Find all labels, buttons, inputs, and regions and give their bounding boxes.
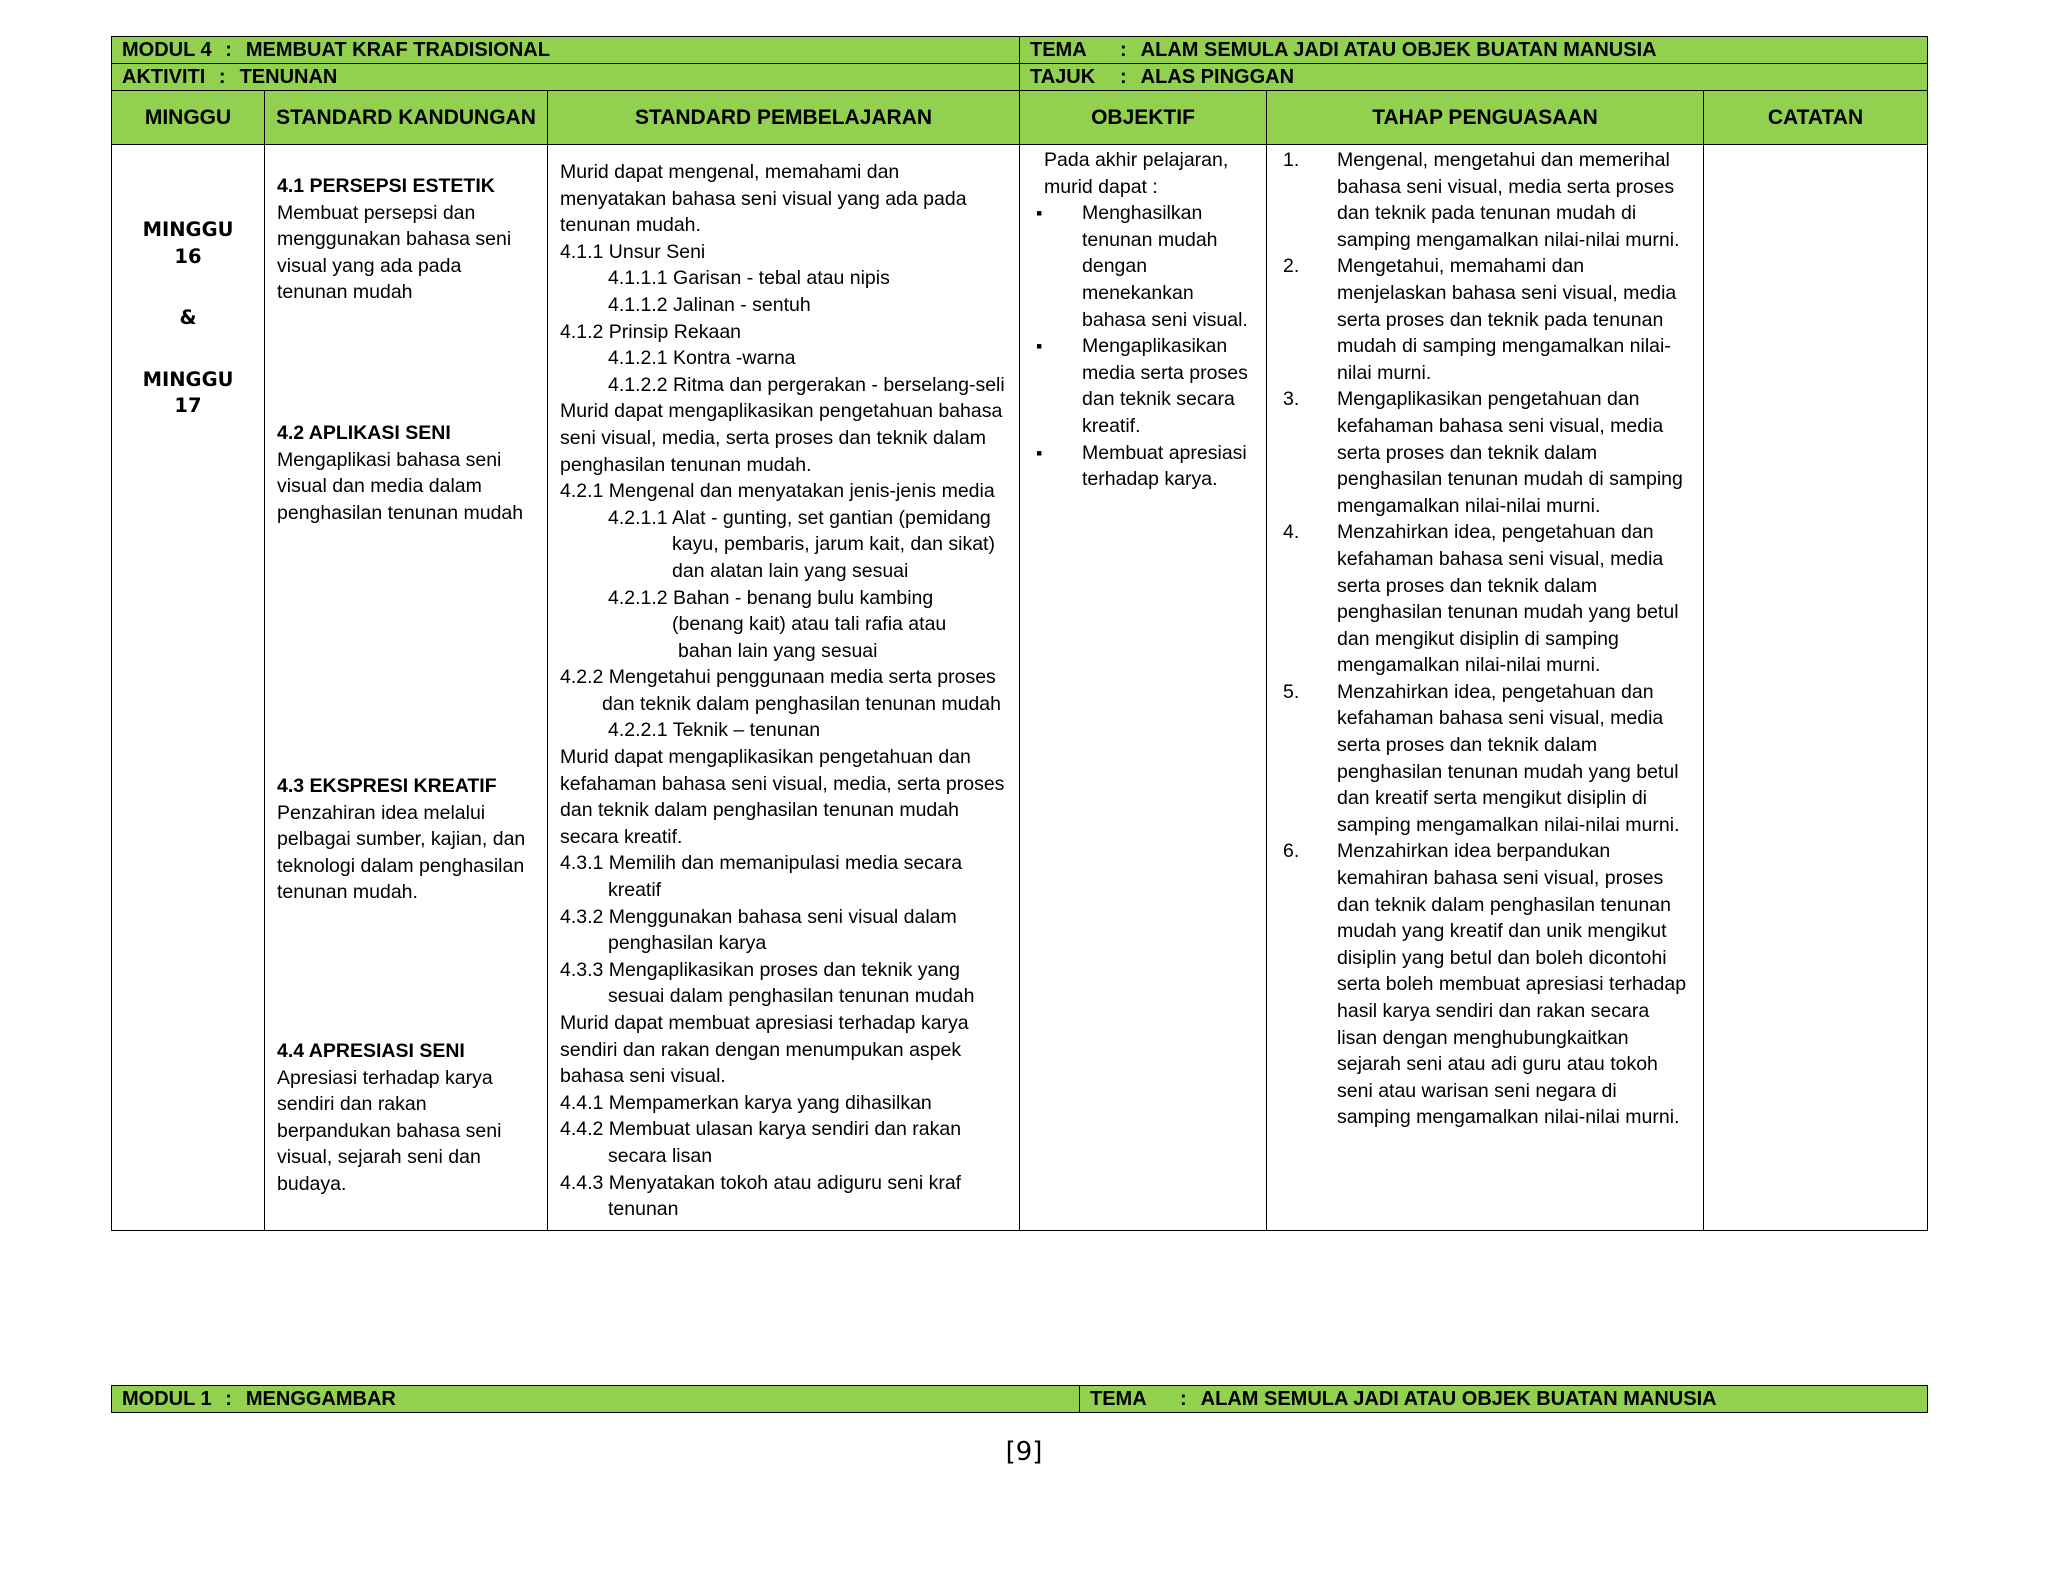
next-module-header <box>111 1385 1928 1413</box>
tahap-number: 2. <box>1283 255 1300 278</box>
sp-line: tenunan <box>608 1198 679 1221</box>
objektif-intro-1: Pada akhir pelajaran, <box>1044 149 1229 171</box>
tahap-text: Menzahirkan idea, pengetahuan dan kefahaman bahasa seni visual, media serta proses dan teknik dalam penghasilan tenunan mudah yang betul dan mengikut disiplin di samping mengamalkan nilai-nilai murni. <box>1337 521 1679 677</box>
sp-line: bahan lain yang sesuai <box>678 639 878 662</box>
tahap-number: 6. <box>1283 840 1300 863</box>
catatan-cell <box>1704 145 1928 1231</box>
sp-line: 4.2.1.1 Alat - gunting, set gantian (pemidang <box>608 506 991 529</box>
sp-line: 4.2.1 Mengenal dan menyatakan jenis-jenis media <box>560 480 995 503</box>
sp-line: sesuai dalam penghasilan tenunan mudah <box>608 985 975 1008</box>
sp-line: kefahaman bahasa seni visual, media, serta proses <box>560 772 1005 795</box>
sp-line: 4.4.1 Mempamerkan karya yang dihasilkan <box>560 1091 932 1114</box>
aktiviti-label: AKTIVITI <box>122 66 206 88</box>
tajuk-label: TAJUK <box>1030 66 1096 88</box>
sp-line: tenunan mudah. <box>560 214 701 237</box>
aktiviti-value: TENUNAN <box>239 66 338 88</box>
sp-line: dan teknik dalam penghasilan tenunan mudah <box>560 799 959 822</box>
col-standard-kandungan: STANDARD KANDUNGAN <box>265 91 548 145</box>
sp-line: Murid dapat mengenal, memahami dan <box>560 161 900 183</box>
minggu-label-2: MINGGU <box>142 367 234 391</box>
modul-label: MODUL 4 <box>122 39 212 61</box>
minggu-ampersand: & <box>179 306 197 330</box>
modul-cell <box>112 37 1020 64</box>
sp-line: (benang kait) atau tali rafia atau <box>672 613 947 636</box>
sp-line: Murid dapat mengaplikasikan pengetahuan dan <box>560 746 971 769</box>
sp-list <box>560 159 1009 1223</box>
minggu-number-1: 16 <box>174 244 202 268</box>
sp-line: sendiri dan rakan dengan menumpukan aspek <box>560 1038 962 1061</box>
tahap-item <box>1277 519 1689 679</box>
sp-line: kayu, pembaris, jarum kait, dan sikat) <box>672 533 995 556</box>
col-objektif: OBJEKTIF <box>1020 91 1267 145</box>
footer-modul-sep: : <box>225 1388 232 1410</box>
tahap-number: 4. <box>1283 521 1300 544</box>
modul-value: MEMBUAT KRAF TRADISIONAL <box>245 39 550 61</box>
standard-pembelajaran-cell <box>548 145 1020 1231</box>
sp-line: 4.4.3 Menyatakan tokoh atau adiguru seni kraf <box>560 1171 962 1194</box>
sp-line: bahasa seni visual. <box>560 1065 726 1088</box>
footer-tema-label: TEMA <box>1090 1388 1147 1410</box>
sp-line: Murid dapat mengaplikasikan pengetahuan bahasa <box>560 400 1003 423</box>
sp-line: 4.2.2 Mengetahui penggunaan media serta proses <box>560 666 996 689</box>
tema-label: TEMA <box>1030 39 1087 61</box>
col-standard-pembelajaran: STANDARD PEMBELAJARAN <box>548 91 1020 145</box>
tahap-number: 5. <box>1283 680 1300 703</box>
col-minggu: MINGGU <box>112 91 265 145</box>
sp-line: dan alatan lain yang sesuai <box>672 559 909 582</box>
sp-line: 4.2.1.2 Bahan - benang bulu kambing <box>608 586 934 609</box>
tahap-list <box>1277 147 1689 1131</box>
tahap-item <box>1277 147 1689 253</box>
footer-tema-value: ALAM SEMULA JADI ATAU OBJEK BUATAN MANUSIA <box>1200 1388 1717 1410</box>
sp-line: 4.2.2.1 Teknik – tenunan <box>608 719 821 742</box>
lesson-plan-table <box>111 36 1928 1231</box>
sp-line: 4.1.1 Unsur Seni <box>560 240 706 263</box>
sk-block-4-4 <box>277 1038 532 1198</box>
tahap-text: Menzahirkan idea berpandukan kemahiran bahasa seni visual, proses dan teknik dalam penghasilan tenunan mudah yang kreatif dan unik mengikut disiplin yang betul dan boleh dicontohi serta boleh membuat apresiasi terhadap hasil karya sendiri dan rakan secara lisan dengan menghubungkaitkan sejarah seni atau adi guru atau tokoh seni atau warisan seni negara di samping mengamalkan nilai-nilai murni. <box>1337 840 1687 1129</box>
sk-text: Membuat persepsi dan menggunakan bahasa seni visual yang ada pada tenunan mudah <box>277 201 512 304</box>
sp-line: secara kreatif. <box>560 825 683 848</box>
sk-text: Penzahiran idea melalui pelbagai sumber, kajian, dan teknologi dalam penghasilan tenunan mudah. <box>277 801 526 904</box>
sp-line: secara lisan <box>608 1144 713 1167</box>
aktiviti-cell <box>112 64 1020 91</box>
sp-line: 4.3.1 Memilih dan memanipulasi media secara <box>560 852 963 875</box>
col-catatan: CATATAN <box>1704 91 1928 145</box>
objektif-cell <box>1020 145 1267 1231</box>
modul-row <box>112 37 1928 64</box>
sk-block-4-3 <box>277 773 532 906</box>
objektif-intro-2: murid dapat : <box>1044 175 1158 198</box>
tahap-penguasaan-cell <box>1267 145 1704 1231</box>
sp-line: kreatif <box>608 879 662 902</box>
footer-tema-cell <box>1080 1386 1928 1413</box>
minggu-number-2: 17 <box>174 394 202 418</box>
sp-line: 4.1.1.2 Jalinan - sentuh <box>608 293 811 316</box>
tema-value: ALAM SEMULA JADI ATAU OBJEK BUATAN MANUSIA <box>1140 39 1657 61</box>
sp-line: penghasilan karya <box>608 932 767 955</box>
footer-modul-row <box>112 1386 1928 1413</box>
sk-block-4-2 <box>277 420 532 526</box>
column-header-row <box>112 91 1928 145</box>
sp-line: 4.1.1.1 Garisan - tebal atau nipis <box>608 267 890 290</box>
sp-line: dan teknik dalam penghasilan tenunan mudah <box>602 692 1001 715</box>
content-row <box>112 145 1928 1231</box>
aktiviti-row <box>112 64 1928 91</box>
sp-line: 4.3.2 Menggunakan bahasa seni visual dalam <box>560 905 957 928</box>
minggu-label-1: MINGGU <box>142 218 234 241</box>
tajuk-sep: : <box>1120 66 1127 88</box>
footer-tema-sep: : <box>1180 1388 1187 1410</box>
tahap-text: Mengetahui, memahami dan menjelaskan bahasa seni visual, media serta proses dan teknik pada tenunan mudah di samping mengamalkan nilai-nilai murni. <box>1337 255 1677 384</box>
tema-sep: : <box>1120 39 1127 61</box>
sp-line: 4.1.2 Prinsip Rekaan <box>560 320 742 343</box>
modul-sep: : <box>225 39 232 61</box>
sk-text: Mengaplikasi bahasa seni visual dan media dalam penghasilan tenunan mudah <box>277 448 524 524</box>
tajuk-value: ALAS PINGGAN <box>1140 66 1295 88</box>
objektif-item: ▪ Membuat apresiasi terhadap karya. <box>1030 440 1258 493</box>
sp-line: menyatakan bahasa seni visual yang ada pada <box>560 187 967 210</box>
tahap-item <box>1277 253 1689 386</box>
objektif-list <box>1030 200 1258 493</box>
tema-cell <box>1020 37 1928 64</box>
sk-text: Apresiasi terhadap karya sendiri dan rakan berpandukan bahasa seni visual, sejarah seni dan budaya. <box>277 1066 502 1195</box>
sk-title: 4.3 EKSPRESI KREATIF <box>277 775 497 797</box>
sk-block-4-1 <box>277 173 532 306</box>
page-number: [9] <box>1005 1437 1043 1467</box>
sp-line: 4.1.2.2 Ritma dan pergerakan - berselang-seli <box>608 373 1005 396</box>
aktiviti-sep: : <box>218 66 226 88</box>
sk-title: 4.1 PERSEPSI ESTETIK <box>277 175 495 197</box>
tajuk-cell <box>1020 64 1928 91</box>
tahap-item <box>1277 386 1689 519</box>
objektif-item: ▪ Mengaplikasikan media serta proses dan teknik secara kreatif. <box>1030 333 1258 439</box>
sp-line: penghasilan tenunan mudah. <box>560 453 812 476</box>
standard-kandungan-cell <box>265 145 548 1231</box>
sk-title: 4.4 APRESIASI SENI <box>277 1040 465 1062</box>
tahap-number: 3. <box>1283 388 1300 411</box>
tahap-item <box>1277 679 1689 839</box>
sp-line: 4.3.3 Mengaplikasikan proses dan teknik yang <box>560 958 960 981</box>
col-tahap-penguasaan: TAHAP PENGUASAAN <box>1267 91 1704 145</box>
footer-modul-label: MODUL 1 <box>122 1388 212 1410</box>
tahap-item <box>1277 838 1689 1131</box>
tahap-number: 1. <box>1283 149 1300 171</box>
footer-modul-cell <box>112 1386 1080 1413</box>
tahap-text: Menzahirkan idea, pengetahuan dan kefahaman bahasa seni visual, media serta proses dan teknik dalam penghasilan tenunan mudah yang betul dan kreatif serta mengikut disiplin di samping mengamalkan nilai-nilai murni. <box>1337 680 1680 836</box>
footer-modul-value: MENGGAMBAR <box>245 1388 396 1410</box>
sk-title: 4.2 APLIKASI SENI <box>277 422 451 444</box>
objektif-item: ▪ Menghasilkan tenunan mudah dengan menekankan bahasa seni visual. <box>1030 200 1258 333</box>
sp-line: 4.1.2.1 Kontra -warna <box>608 347 796 370</box>
sp-line: seni visual, media, serta proses dan teknik dalam <box>560 426 986 449</box>
sp-line: Murid dapat membuat apresiasi terhadap karya <box>560 1012 969 1034</box>
sp-line: 4.4.2 Membuat ulasan karya sendiri dan rakan <box>560 1118 962 1141</box>
tahap-text: Mengenal, mengetahui dan memerihal bahasa seni visual, media serta proses dan teknik pada tenunan mudah di samping mengamalkan nilai-nilai murni. <box>1337 149 1680 251</box>
minggu-cell <box>112 145 265 1231</box>
tahap-text: Mengaplikasikan pengetahuan dan kefahaman bahasa seni visual, media serta proses dan teknik dalam penghasilan tenunan mudah di samping mengamalkan nilai-nilai murni. <box>1337 388 1683 517</box>
